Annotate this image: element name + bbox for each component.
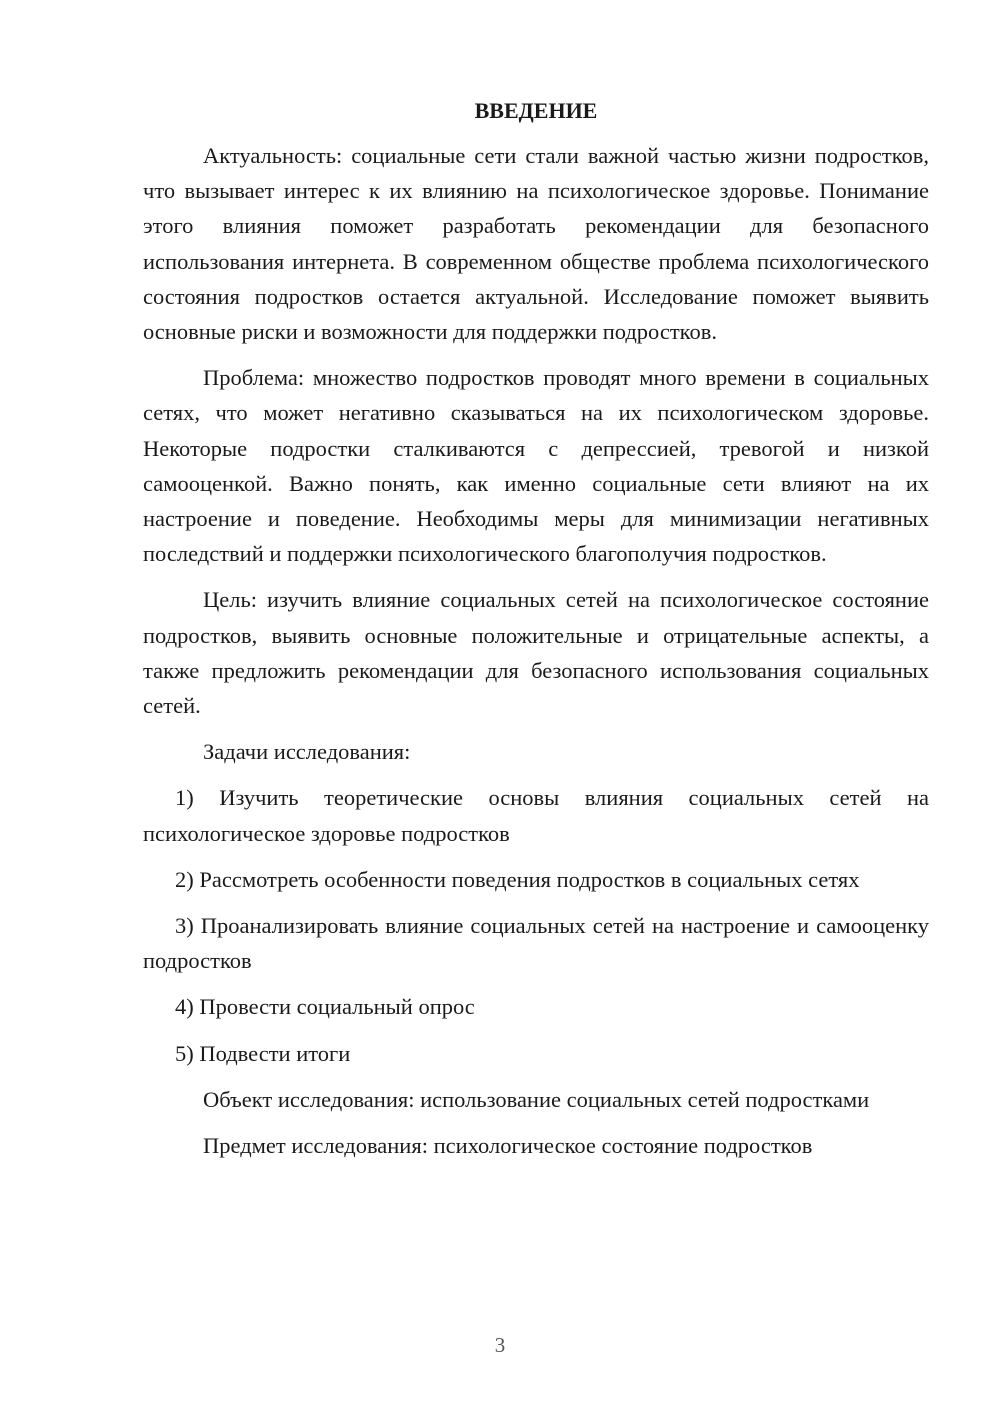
goal-paragraph: Цель: изучить влияние социальных сетей на психологическое состояние подростков, выявить основные положительные и отрицательные аспекты, а также предложить рекомендации для безопасного использования социальных сетей. bbox=[143, 587, 929, 719]
object-paragraph: Объект исследования: использование социальных сетей подростками bbox=[203, 1086, 870, 1112]
page-number: 3 bbox=[494, 1333, 506, 1357]
task-item: 4) Провести социальный опрос bbox=[175, 994, 475, 1020]
task-item: 2) Рассмотреть особенности поведения подростков в социальных сетях bbox=[175, 866, 860, 892]
relevance-paragraph: Актуальность: социальные сети стали важной частью жизни подростков, что вызывает интерес к их влиянию на психологическое здоровье. Понимание этого влияния поможет разработать рекомендации для безопасного использования интернета. В современном обществе проблема психологического состояния подростков остается актуальной. Исследование поможет выявить основные риски и возможности для поддержки подростков. bbox=[143, 143, 929, 345]
problem-paragraph: Проблема: множество подростков проводят много времени в социальных сетях, что может негативно сказываться на их психологическом здоровье. Некоторые подростки сталкиваются с депрессией, тревогой и низкой самооценкой. Важно понять, как именно социальные сети влияют на их настроение и поведение. Необходимы меры для минимизации негативных последствий и поддержки психологического благополучия подростков. bbox=[143, 365, 929, 567]
task-item: 5) Подвести итоги bbox=[175, 1040, 351, 1066]
subject-paragraph: Предмет исследования: психологическое состояние подростков bbox=[203, 1133, 813, 1159]
tasks-heading: Задачи исследования: bbox=[203, 739, 411, 765]
page-content bbox=[143, 94, 929, 1174]
section-title: ВВЕДЕНИЕ bbox=[474, 98, 598, 123]
task-item: 1) Изучить теоретические основы влияния социальных сетей на психологическое здоровье подростков bbox=[143, 785, 929, 846]
task-item: 3) Проанализировать влияние социальных сетей на настроение и самооценку подростков bbox=[143, 913, 929, 974]
